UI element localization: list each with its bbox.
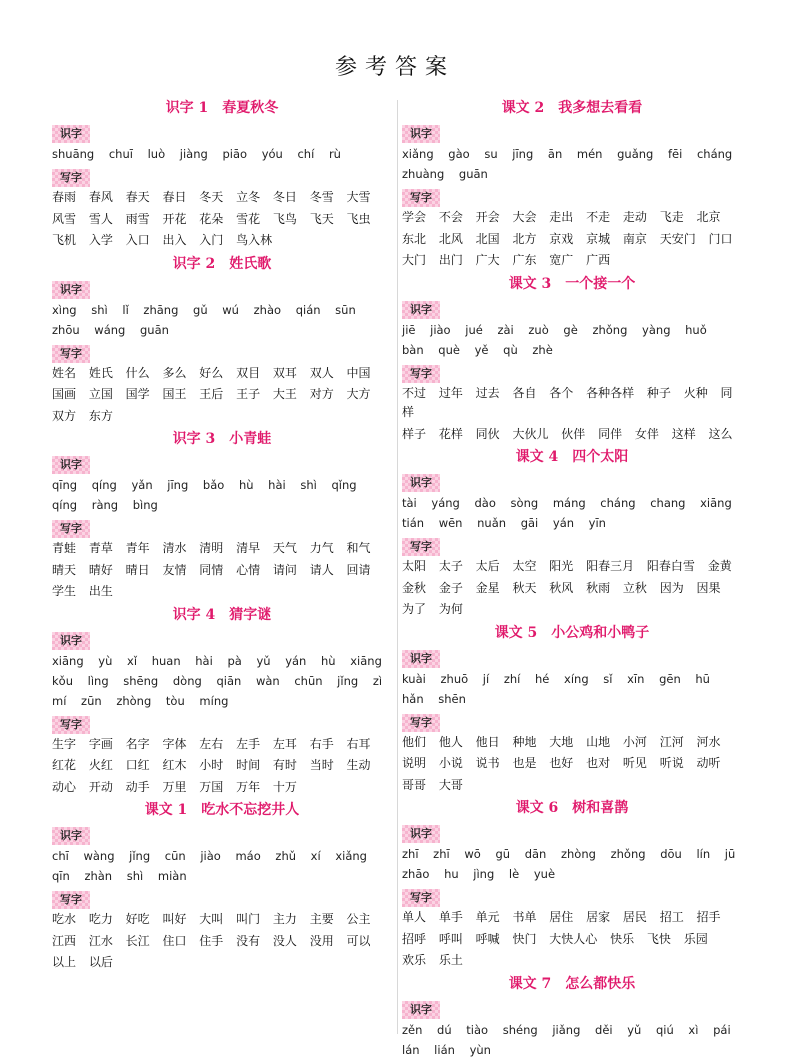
lesson-section (402, 446, 742, 620)
xiezi-label: 写字 (402, 889, 440, 907)
pinyin-answers: zhī zhī wō gū dān zhòng zhǒng dōu lín jū zhāo hu jìng lè yuè (402, 847, 736, 881)
shizi-label-row (52, 278, 392, 300)
lesson-title: 课文 2 我多想去看看 (501, 100, 643, 116)
word-answers-line: 春雨 春风 春天 春日 冬天 立冬 冬日 冬雪 大雪 (52, 190, 371, 204)
shizi-label: 识字 (402, 301, 440, 319)
word-answers-line: 红花 火红 口红 红木 小时 时间 有时 当时 生动 (52, 758, 371, 772)
lesson-title: 课文 1 吃水不忘挖井人 (144, 802, 300, 818)
shizi-label-row (402, 822, 742, 844)
xiezi-label-row (52, 166, 392, 188)
lesson-title: 课文 7 怎么都快乐 (508, 975, 636, 992)
xiezi-label-row (52, 713, 392, 735)
xiezi-label: 写字 (52, 891, 90, 909)
word-answers-line: 招呼 呼叫 呼喊 快门 大快人心 快乐 飞快 乐园 (402, 931, 708, 946)
shizi-label: 识字 (402, 125, 440, 143)
word-answers-line: 青蛙 青草 青年 清水 清明 清早 天气 力气 和气 (52, 541, 371, 555)
lesson-section (402, 797, 742, 971)
xiezi-label: 写字 (402, 538, 440, 556)
word-answers-line: 东北 北风 北国 北方 京戏 京城 南京 天安门 门口 (402, 231, 733, 246)
xiezi-label-row (402, 886, 742, 908)
lesson-title: 识字 2 姓氏歌 (172, 255, 272, 272)
pinyin-answers: tài yáng dào sòng máng cháng chang xiāng tián wēn nuǎn gāi yán yīn (402, 496, 732, 530)
lesson-title: 识字 1 春夏秋冬 (165, 100, 279, 116)
word-answers-line: 晴天 晴好 晴日 友情 同情 心情 请问 请人 回请 (52, 562, 371, 577)
lesson-title: 识字 4 猜字谜 (172, 606, 272, 623)
shizi-label: 识字 (402, 1001, 440, 1019)
shizi-label-row (402, 298, 742, 320)
word-answers-line: 大门 出门 广大 广东 宽广 广西 (402, 253, 611, 267)
word-answers-line: 江西 江水 长江 住口 住手 没有 没人 没用 可以 (52, 933, 371, 948)
word-answers-line: 飞机 入学 入口 出入 入门 鸟入林 (52, 233, 273, 247)
word-answers-line: 为了 为何 (402, 602, 463, 616)
xiezi-label: 写字 (52, 716, 90, 734)
shizi-label-row (52, 122, 392, 144)
shizi-label: 识字 (52, 125, 90, 143)
xiezi-label: 写字 (52, 520, 90, 538)
pinyin-answers: qīng qíng yǎn jīng bǎo hù hài shì qǐng qíng ràng bìng (52, 478, 357, 512)
right-column (402, 97, 742, 1062)
pinyin-answers: jiē jiào jué zài zuò gè zhǒng yàng huǒ bàn què yě qù zhè (402, 322, 707, 357)
xiezi-label-row (52, 517, 392, 539)
word-answers-line: 生字 字画 名字 字体 左右 左手 左耳 右手 右耳 (52, 736, 371, 751)
shizi-label: 识字 (52, 281, 90, 299)
xiezi-label: 写字 (402, 365, 440, 383)
lesson-section (52, 428, 392, 602)
pinyin-answers: kuài zhuō jí zhí hé xíng sǐ xīn gēn hū hǎn shēn (402, 671, 710, 706)
word-answers-line: 单人 单手 单元 书单 居住 居家 居民 招工 招手 (402, 910, 721, 924)
xiezi-label-row (402, 186, 742, 208)
word-answers-line: 不过 过年 过去 各自 各个 各种各样 种子 火种 同样 (402, 385, 733, 419)
word-answers-line: 哥哥 大哥 (402, 777, 463, 792)
shizi-label-row (402, 998, 742, 1020)
lesson-section (402, 973, 742, 1060)
column-divider (397, 100, 398, 1034)
word-answers-line: 国画 立国 国学 国王 王后 王子 大王 对方 大方 (52, 387, 371, 401)
word-answers-line: 他们 他人 他日 种地 大地 山地 小河 江河 河水 (402, 734, 721, 749)
left-column (52, 97, 392, 975)
word-answers-line: 金秋 金子 金星 秋天 秋风 秋雨 立秋 因为 因果 (402, 580, 721, 595)
pinyin-answers: shuāng chuī luò jiàng piāo yóu chí rù (52, 147, 341, 161)
pinyin-answers: xìng shì lǐ zhāng gǔ wú zhào qián sūn zhōu wáng guān (52, 302, 356, 337)
lesson-section (52, 604, 392, 798)
shizi-label: 识字 (52, 456, 90, 474)
page-title: 参考答案 (334, 55, 455, 80)
xiezi-label: 写字 (402, 189, 440, 207)
lesson-section (402, 622, 742, 796)
shizi-label: 识字 (402, 474, 440, 492)
shizi-label-row (402, 122, 742, 144)
lesson-title: 课文 3 一个接一个 (508, 275, 636, 292)
pinyin-answers: xiāng yù xǐ huan hài pà yǔ yán hù xiāng kǒu lìng shēng dòng qiān wàn chūn jǐng zì mí zūn zhòng tòu míng (52, 653, 383, 708)
shizi-label: 识字 (402, 825, 440, 843)
word-answers-line: 动心 开动 动手 万里 万国 万年 十万 (52, 779, 297, 794)
xiezi-label-row (402, 535, 742, 557)
lesson-title: 课文 5 小公鸡和小鸭子 (494, 624, 650, 641)
shizi-label-row (402, 647, 742, 669)
xiezi-label-row (402, 362, 742, 384)
xiezi-label: 写字 (402, 714, 440, 732)
lesson-title: 识字 3 小青蛙 (172, 431, 272, 447)
word-answers-line: 太阳 太子 太后 太空 阳光 阳春三月 阳春白雪 金黄 (402, 559, 732, 573)
xiezi-label: 写字 (52, 169, 90, 187)
word-answers-line: 风雪 雪人 雨雪 开花 花朵 雪花 飞鸟 飞天 飞虫 (52, 211, 371, 226)
word-answers-line: 学会 不会 开会 大会 走出 不走 走动 飞走 北京 (402, 210, 721, 224)
xiezi-label: 写字 (52, 345, 90, 363)
word-answers-line: 学生 出生 (52, 584, 113, 598)
lesson-section (52, 253, 392, 427)
lesson-title: 课文 6 树和喜鹊 (515, 800, 629, 816)
lesson-section (402, 97, 742, 271)
word-answers-line: 样子 花样 同伙 大伙儿 伙伴 同伴 女伴 这样 这么 (402, 426, 733, 441)
pinyin-answers: xiǎng gào su jīng ān mén guǎng fēi cháng zhuàng guān (402, 147, 733, 181)
shizi-label: 识字 (52, 827, 90, 845)
lesson-title: 课文 4 四个太阳 (515, 449, 629, 465)
shizi-label: 识字 (52, 632, 90, 650)
pinyin-answers: zěn dú tiào shéng jiǎng děi yǔ qiú xì pái lán lián yùn (402, 1022, 731, 1057)
lesson-section (52, 799, 392, 973)
shizi-label-row (52, 824, 392, 846)
shizi-label-row (52, 629, 392, 651)
lesson-section (402, 273, 742, 445)
xiezi-label-row (402, 711, 742, 733)
lesson-section (52, 97, 392, 251)
shizi-label-row (52, 453, 392, 475)
pinyin-answers: chī wàng jǐng cūn jiào máo zhǔ xí xiǎng qīn zhàn shì miàn (52, 849, 367, 883)
shizi-label-row (402, 471, 742, 493)
xiezi-label-row (52, 342, 392, 364)
word-answers-line: 双方 东方 (52, 408, 113, 423)
word-answers-line: 吃水 吃力 好吃 叫好 大叫 叫门 主力 主要 公主 (52, 912, 371, 926)
word-answers-line: 说明 小说 说书 也是 也好 也对 听见 听说 动听 (402, 756, 721, 770)
word-answers-line: 姓名 姓氏 什么 多么 好么 双目 双耳 双人 中国 (52, 365, 371, 380)
word-answers-line: 以上 以后 (52, 955, 113, 969)
xiezi-label-row (52, 888, 392, 910)
word-answers-line: 欢乐 乐土 (402, 953, 463, 967)
shizi-label: 识字 (402, 650, 440, 668)
